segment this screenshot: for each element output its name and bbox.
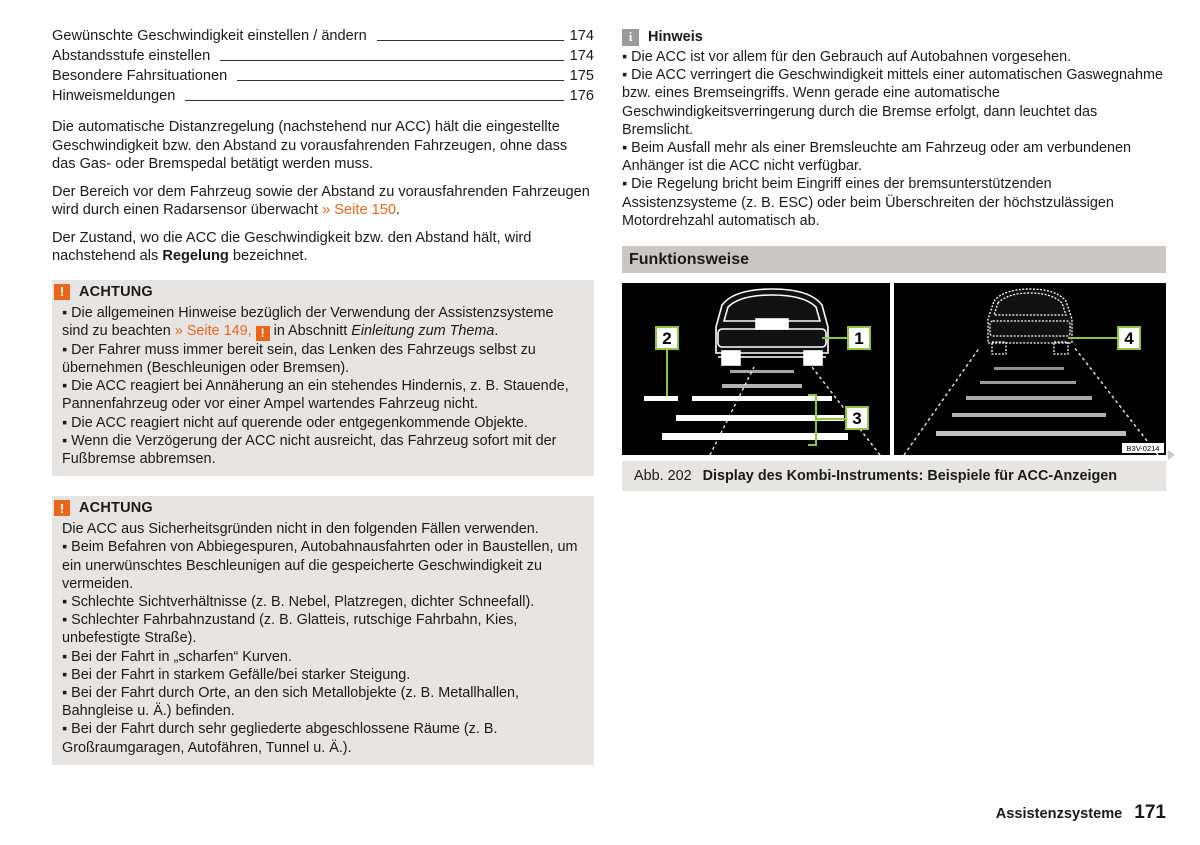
regelung-text: Der Zustand, wo die ACC die Geschwindigkeit bzw. den Abstand hält, wird nachstehend als — [52, 229, 532, 264]
acc-display-illustration — [622, 283, 1166, 455]
toc-entry[interactable] — [52, 86, 594, 106]
hint-title: Hinweis — [648, 29, 703, 45]
warning-intro: Die ACC aus Sicherheitsgründen nicht in den folgenden Fällen verwenden. — [62, 521, 539, 538]
warning-item: ▪ Der Fahrer muss immer bereit sein, das Lenken des Fahrzeugs selbst zu übernehmen (Beschleunigen oder Bremsen). — [62, 341, 536, 376]
hint-item: ▪ Die ACC verringert die Geschwindigkeit mittels einer automatischen Gaswegnahme bzw. eines Bremseingriffs. Wenn gerade eine automatische Geschwindigkeitsverringerung durch die Bremse erfolgt, dann leuchtet das Bremslicht. — [622, 67, 1163, 138]
chapter-title: Einleitung zum Thema — [351, 322, 495, 339]
toc-entry-title: Hinweismeldungen — [52, 88, 176, 104]
warning-item-text: in Abschnitt — [269, 322, 352, 339]
image-code: B3V-0214 — [1126, 444, 1160, 454]
radar-text: Der Bereich vor dem Fahrzeug sowie der Abstand zu vorausfahrenden Fahrzeugen wird durch einen Radarsensor überwacht — [52, 183, 590, 218]
toc-entry[interactable] — [52, 46, 594, 66]
warning-item: ▪ Schlechter Fahrbahnzustand (z. B. Glatteis, rutschige Fahrbahn, Kies, unbefestigte Straße). — [62, 612, 518, 647]
toc-leader — [220, 60, 563, 61]
info-icon: i — [622, 29, 639, 46]
lead-car-icon — [716, 289, 828, 365]
acc-display-figure — [622, 283, 1166, 455]
regelung-end: bezeichnet. — [228, 248, 308, 264]
callout-label: 1 — [854, 329, 864, 349]
warning-item: ▪ Wenn die Verzögerung der ACC nicht ausreicht, das Fahrzeug sofort mit der Fußbremse abbremsen. — [62, 432, 557, 467]
right-column — [622, 26, 1166, 491]
intro-paragraph: Die automatische Distanzregelung (nachstehend nur ACC) hält die eingestellte Geschwindigkeit bzw. den Abstand zu vorausfahrenden Fahrzeugen, ohne dass das Gas- oder Bremspedal betätigt werden muss. — [52, 119, 568, 172]
hint-header — [622, 26, 1166, 48]
toc-entry-page: 174 — [569, 28, 594, 44]
toc-leader — [377, 40, 564, 41]
hint-item: ▪ Die ACC ist vor allem für den Gebrauch auf Autobahnen vorgesehen. — [622, 49, 1072, 65]
toc-entry-title: Gewünschte Geschwindigkeit einstellen / ändern — [52, 28, 367, 44]
figure-number: Abb. 202 — [634, 468, 692, 485]
warning-item: ▪ Bei der Fahrt in starkem Gefälle/bei starker Steigung. — [62, 666, 411, 683]
warning-item: ▪ Bei der Fahrt in „scharfen“ Kurven. — [62, 648, 292, 665]
warning-item: ▪ Bei der Fahrt durch Orte, an den sich Metallobjekte (z. B. Metallhallen, Bahngleise u. Ä.) befinden. — [62, 684, 520, 720]
toc-entry-title: Abstandsstufe einstellen — [52, 48, 211, 64]
table-of-contents — [52, 26, 594, 106]
figure-caption — [622, 461, 1166, 491]
warning-item: ▪ Bei der Fahrt durch sehr gegliederte abgeschlossene Räume (z. B. Großraumgaragen, Autofähren, Tunnel u. Ä.). — [62, 721, 498, 756]
warning-item — [62, 304, 580, 341]
hint-item: ▪ Die Regelung bricht beim Eingriff eines der bremsunterstützenden Assistenzsysteme (z. B. ESC) oder beim Überschreiten der höchstzulässigen Motordrehzahl automatisch ab. — [622, 176, 1114, 229]
page-footer — [996, 802, 1166, 824]
left-column — [52, 26, 594, 765]
radar-end: . — [395, 202, 401, 218]
regelung-bold: Regelung — [162, 248, 229, 264]
warning-box-1 — [52, 280, 594, 477]
warning-item-text: ▪ Die allgemeinen Hinweise bezüglich der Verwendung der Assistenzsysteme sind zu beachten — [62, 304, 554, 339]
callout-label: 2 — [662, 329, 672, 349]
warning-title: ACHTUNG — [79, 500, 153, 517]
page-149-link[interactable]: » Seite 149, — [174, 322, 252, 339]
toc-entry[interactable] — [52, 66, 594, 86]
warning-body — [52, 518, 594, 757]
hint-body — [622, 48, 1166, 230]
page-number: 171 — [1134, 802, 1166, 823]
callout-label: 4 — [1124, 329, 1134, 349]
continue-arrow-icon — [1168, 450, 1175, 460]
toc-entry-page: 174 — [569, 48, 594, 64]
warning-item: ▪ Schlechte Sichtverhältnisse (z. B. Nebel, Platzregen, dichter Schneefall). — [62, 593, 535, 610]
toc-entry-page: 176 — [569, 88, 594, 104]
warning-body — [52, 302, 594, 469]
warning-header — [52, 280, 594, 302]
warning-item: ▪ Die ACC reagiert bei Annäherung an ein stehendes Hindernis, z. B. Stauende, Pannenfahrzeug oder vor einer Ampel wartendes Fahrzeug nicht. — [62, 378, 569, 413]
warning-item-end: . — [494, 322, 499, 339]
figure-caption-text: Display des Kombi-Instruments: Beispiele für ACC-Anzeigen — [702, 468, 1118, 485]
hint-item: ▪ Beim Ausfall mehr als einer Bremsleuchte am Fahrzeug oder am verbundenen Anhänger ist die ACC nicht verfügbar. — [622, 140, 1132, 175]
toc-entry-page: 175 — [569, 68, 594, 84]
regelung-paragraph — [52, 229, 594, 266]
exclamation-icon: ! — [54, 284, 70, 300]
warning-title: ACHTUNG — [79, 283, 153, 300]
section-heading: Funktionsweise — [622, 246, 1166, 273]
callout-label: 3 — [852, 409, 862, 429]
page-150-link[interactable]: » Seite 150 — [322, 202, 396, 218]
toc-leader — [185, 100, 563, 101]
warning-box-2 — [52, 496, 594, 765]
chapter-name: Assistenzsysteme — [995, 806, 1123, 822]
toc-leader — [237, 80, 563, 81]
toc-entry-title: Besondere Fahrsituationen — [52, 68, 228, 84]
warning-header — [52, 496, 594, 518]
exclamation-icon: ! — [256, 326, 270, 341]
toc-entry[interactable] — [52, 26, 594, 46]
warning-item: ▪ Die ACC reagiert nicht auf querende oder entgegenkommende Objekte. — [62, 414, 528, 431]
warning-item: ▪ Beim Befahren von Abbiegespuren, Autobahnausfahrten oder in Baustellen, um ein unerwünschtes Beschleunigen auf die gespeicherte Geschwindigkeit zu vermeiden. — [62, 539, 578, 592]
exclamation-icon: ! — [54, 500, 70, 516]
radar-paragraph — [52, 183, 594, 220]
